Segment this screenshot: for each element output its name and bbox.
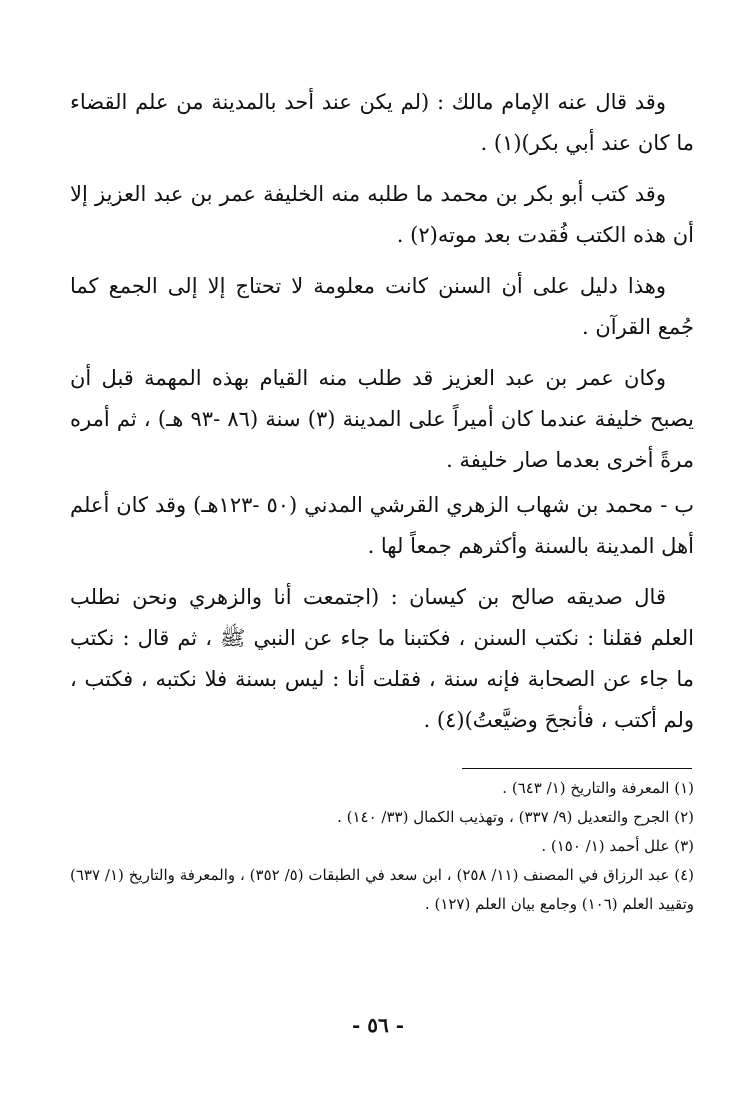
footnote-2: (٢) الجرح والتعديل (٩/ ٣٣٧) ، وتهذيب الكمال (٣٣/ ١٤٠) . [337, 808, 694, 826]
main-text [70, 82, 694, 751]
page-number: - ٥٦ - [351, 1013, 404, 1037]
paragraph-malik-quote: وقد قال عنه الإمام مالك : (لم يكن عند أحد بالمدينة من علم القضاء ما كان عند أبي بكر)(١) . [70, 90, 694, 155]
footnote-3: (٣) علل أحمد (١/ ١٥٠) . [541, 837, 694, 855]
footnote-1: (١) المعرفة والتاريخ (١/ ٦٤٣) . [502, 779, 694, 797]
paragraph-salih-quote: قال صديقه صالح بن كيسان : (اجتمعت أنا والزهري ونحن نطلب العلم فقلنا : نكتب السنن ، فكتبنا ما جاء عن النبي ﷺ ، ثم قال : نكتب ما جاء عن الصحابة فإنه سنة ، فقلت أنا : ليس بسنة فلا نكتبه ، فكتب ، ولم أكتب ، فأنجحَ وضيَّعتُ)(٤) . [70, 585, 694, 732]
paragraph-sunan-known: وهذا دليل على أن السنن كانت معلومة لا تحتاج إلا إلى الجمع كما جُمع القرآن . [70, 274, 694, 339]
paragraph-umar-request: وكان عمر بن عبد العزيز قد طلب منه القيام بهذه المهمة قبل أن يصبح خليفة عندما كان أميراً على المدينة (٣) سنة (٨٦ -٩٣ هـ) ، ثم أمره مرةً أخرى بعدما صار خليفة . [70, 366, 694, 472]
paragraph-abu-bakr-writing: وقد كتب أبو بكر بن محمد ما طلبه منه الخليفة عمر بن عبد العزيز إلا أن هذه الكتب فُقدت بعد موته(٢) . [70, 182, 694, 247]
footnote-4: (٤) عبد الرزاق في المصنف (١١/ ٢٥٨) ، ابن سعد في الطبقات (٥/ ٣٥٢) ، والمعرفة والتاريخ (١/ ٦٣٧) وتقييد العلم (١٠٦) وجامع بيان العلم (١٢٧) . [70, 866, 695, 913]
footnote-divider [462, 768, 692, 769]
paragraph-al-zuhri: ب - محمد بن شهاب الزهري القرشي المدني (٥٠ -١٢٣هـ) وقد كان أعلم أهل المدينة بالسنة وأكثرهم جمعاً لها . [70, 493, 694, 558]
footnotes [70, 774, 694, 919]
